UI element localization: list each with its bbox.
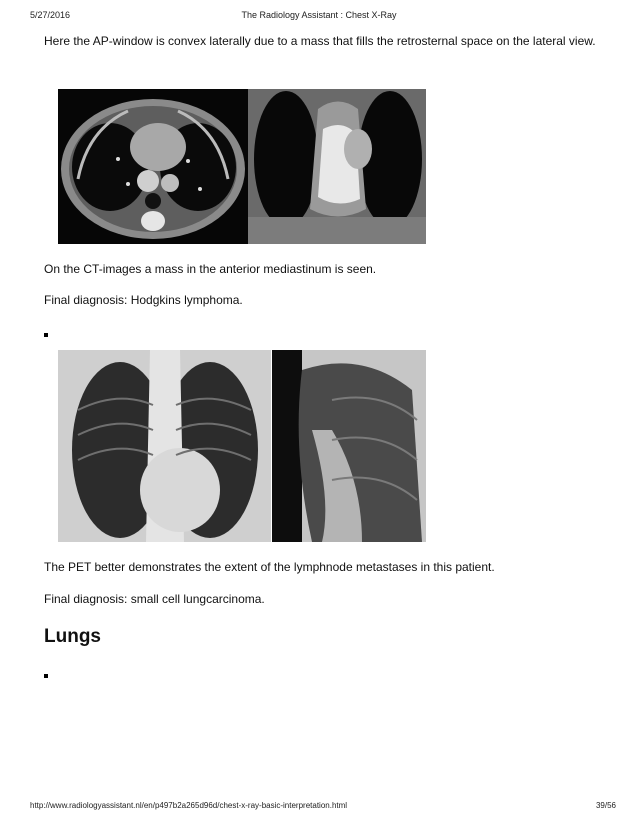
- intro-paragraph: Here the AP-window is convex laterally due to a mass that fills the retrosternal space on the lateral view.: [44, 34, 596, 48]
- section-heading-lungs: Lungs: [44, 626, 101, 647]
- bullet-marker: [44, 333, 48, 337]
- bullet-marker: [44, 674, 48, 678]
- ct-axial-image: [58, 89, 248, 244]
- footer-page-number: 39/56: [595, 801, 616, 810]
- footer-url: http://www.radiologyassistant.nl/en/p497b2a265d96d/chest-x-ray-basic-interpretation.html: [30, 801, 348, 810]
- chest-xray-lateral-image: [272, 350, 426, 542]
- header-title: The Radiology Assistant : Chest X-Ray: [241, 10, 397, 20]
- pet-caption: The PET better demonstrates the extent of the lymphnode metastases in this patient.: [44, 560, 495, 574]
- diagnosis-hodgkins: Final diagnosis: Hodgkins lymphoma.: [44, 293, 243, 307]
- chest-xray-pa-image: [58, 350, 271, 542]
- header-date: 5/27/2016: [30, 10, 71, 20]
- ct-coronal-image: [248, 89, 426, 244]
- diagnosis-small-cell: Final diagnosis: small cell lungcarcinoma.: [44, 592, 265, 606]
- ct-caption: On the CT-images a mass in the anterior mediastinum is seen.: [44, 262, 377, 276]
